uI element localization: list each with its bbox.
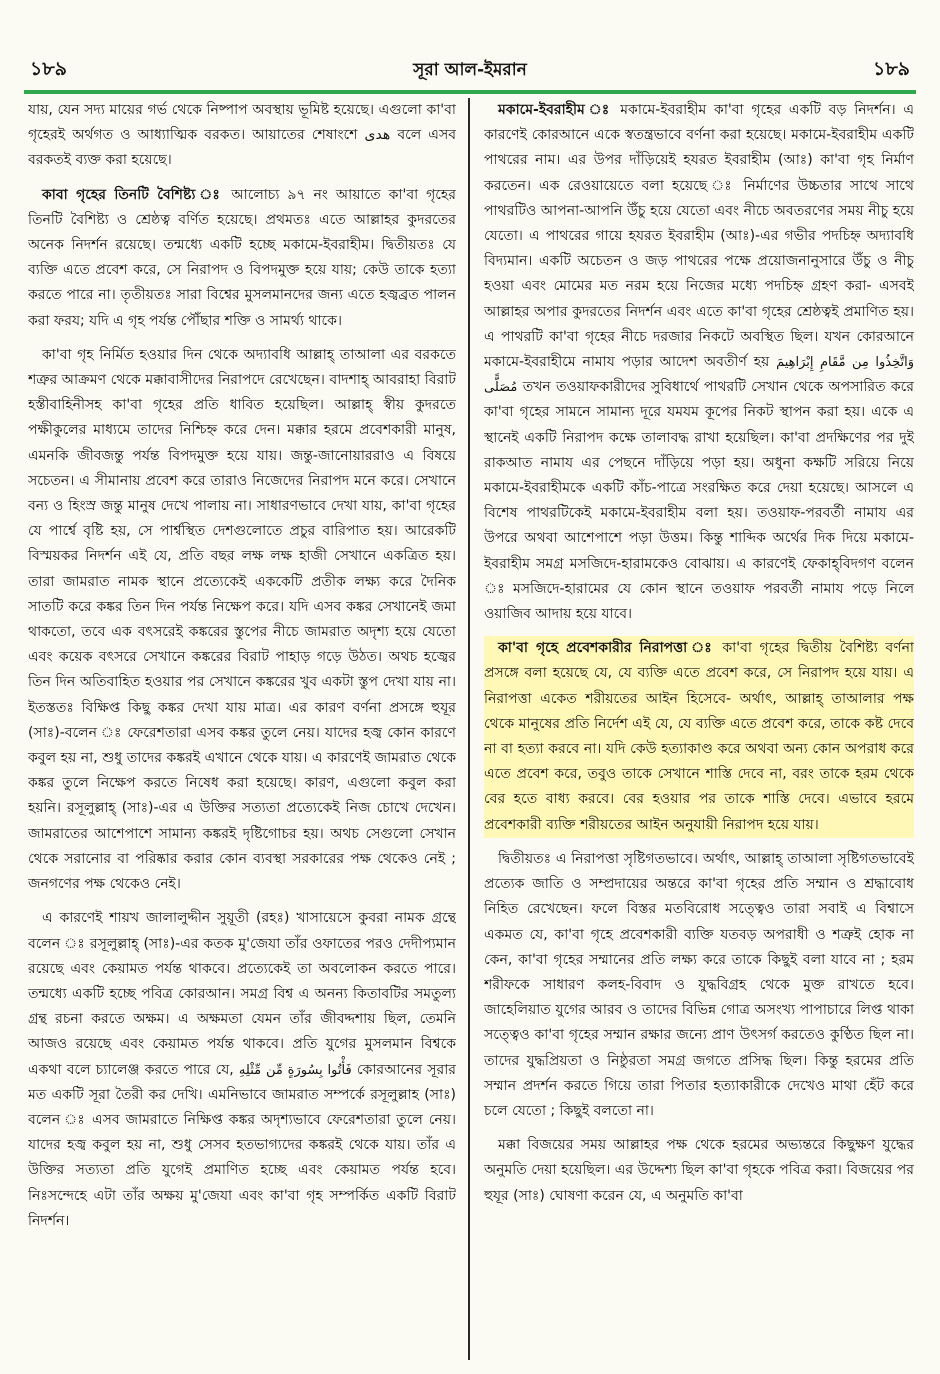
right-column bbox=[484, 98, 914, 1360]
paragraph: কা'বা গৃহ নির্মিত হওয়ার দিন থেকে অদ্যাবধি আল্লাহ্ তাআলা এর বরকতে শত্রুর আক্রমণ থেকে মক্কাবাসীদের নিরাপদে রেখেছেন। বাদশাহ্ আবরাহা বিরাট হস্তীবাহিনীসহ কা'বা গৃহের প্রতি ধাবিত হয়েছিল। আল্লাহ্ স্বীয় কুদরতে পক্ষীকুলের মাধ্যমে তাদের নিশ্চিহ্ন করে দেন। মক্কার হরমে প্রবেশকারী মানুষ, এমনকি জীবজন্তু পর্যন্ত বিপদমুক্ত হয়ে যায়। জন্তু-জানোয়াররাও এ বিষয়ে সচেতন। এ সীমানায় প্রবেশ করে তারাও নিজেদের নিরাপদ মনে করে। সেখানে বন্য ও হিংস্র জন্তু মানুষ দেখে পালায় না। সাধারণভাবে দেখা যায়, কা'বা গৃহের যে পার্শ্বে বৃষ্টি হয়, সে পার্শ্বস্থিত দেশগুলোতে প্রচুর বারিপাত হয়। আরেকটি বিস্ময়কর নিদর্শন এই যে, প্রতি বছর লক্ষ লক্ষ হাজী সেখানে একত্রিত হয়। তারা জামরাত নামক স্থানে প্রত্যেকেই এককেটি প্রতীক লক্ষ্য করে দৈনিক সাতটি করে কঙ্কর তিন দিন পর্যন্ত নিক্ষেপ করে। যদি এসব কঙ্কর সেখানেই জমা থাকতো, তবে এক বৎসরেই কঙ্করের স্তুপের নীচে জামরাত অদৃশ্য হয়ে যেতো এবং কয়েক বৎসরে সেখানে কঙ্করের বিরাট পাহাড় গড়ে উঠত। অথচ হজ্বের তিন দিন অতিবাহিত হওয়ার পর সেখানে কঙ্করের খুব একটা স্তুপ দেখা যায় না। ইতস্ততঃ বিক্ষিপ্ত কিছু কঙ্কর দেখা যায় মাত্র। এর কারণ বর্ণনা প্রসঙ্গে হুযূর (সাঃ)-বলেন ঃ ফেরেশতারা এসব কঙ্কর তুলে নেয়। যাদের হজ্ব কোন কারণে কবুল হয় না, শুধু তাদের কঙ্করই এখানে থেকে যায়। এ কারণেই জামরাত থেকে কঙ্কর তুলে নিক্ষেপ করতে নিষেধ করা হয়েছে। কারণ, এগুলো কবুল করা হয়নি। রসূলুল্লাহ্ (সাঃ)-এর এ উক্তির সত্যতা প্রত্যেকেই নিজ চোখে দেখেন। জামরাতের আশেপাশে সামান্য কঙ্করই দৃষ্টিগোচর হয়। অথচ সেগুলো সেখান থেকে সরানোর বা পরিষ্কার করার কোন ব্যবস্থা সরকারের পক্ষ থেকেও নেই ; জনগণের পক্ষ থেকেও নেই। bbox=[28, 346, 456, 893]
paragraph-text: এ কারণেই শায়খ জালালুদ্দীন সুয়ূতী (রহঃ) খাসায়েসে কুবরা নামক গ্রন্থে বলেন ঃ রসূলুল্লাহ্ (সাঃ)-এর কতক মু'জেযা তাঁর ওফাতের পরও দেদীপ্যমান রয়েছে এবং কেয়ামত পর্যন্ত থাকবে। প্রত্যেকেই তা অবলোকন করতে পারে। তন্মধ্যে একটি হচ্ছে পবিত্র কোরআন। সমগ্র বিশ্ব এ অনন্য কিতাবটির সমতুল্য গ্রন্থ রচনা করতে অক্ষম। এ অক্ষমতা যেমন তাঁর জীবদ্দশায় ছিল, তেমনি আজও রয়েছে এবং কেয়ামত পর্যন্ত থাকবে। প্রতি যুগের মুসলমান বিশ্বকে একথা বলে চ্যালেঞ্জ করতে পারে যে, bbox=[28, 910, 456, 1078]
section-heading: কা'বা গৃহে প্রবেশকারীর নিরাপত্তা ঃ bbox=[498, 640, 715, 657]
paragraph bbox=[484, 636, 914, 838]
header-rule bbox=[24, 90, 916, 94]
arabic-verse: وَاتَّخِذُوا مِن مَّقَامِ إِبْرَاهِيمَ مُصَلًّى bbox=[484, 355, 914, 396]
paragraph bbox=[28, 183, 456, 334]
section-heading: মকামে-ইবরাহীম ঃ bbox=[498, 102, 613, 118]
paragraph-text: কোরআনের সূরার মত একটি সূরা তৈরী কর দেখি। এমনিভাবে জামরাত সম্পর্কে রসূলুল্লাহ (সাঃ) বলেন ঃ এসব জামরাতে নিক্ষিপ্ত কঙ্কর অদৃশ্যভাবে ফেরেশতারা তুলে নেয়। যাদের হজ্ব কবুল হয় না, শুধু সেসব হতভাগ্যদের কঙ্করই থেকে যায়। তাঁর এ উক্তির সত্যতা প্রতি যুগেই প্রমাণিত হচ্ছে এবং কেয়ামত পর্যন্ত হবে। নিঃসন্দেহে এটা তাঁর অক্ষয় মু'জেযা এবং কা'বা গৃহ সম্পর্কিত একটি বিরাট নিদর্শন। bbox=[28, 1061, 456, 1229]
arabic-verse: فَأْتُوا بِسُورَةٍ مِّن مِّثْلِهِ bbox=[238, 1062, 352, 1078]
paragraph-text: আলোচ্য ৯৭ নং আয়াতে কা'বা গৃহের তিনটি বৈশিষ্ট্য ও শ্রেষ্ঠত্ব বর্ণিত হয়েছে। প্রথমতঃ এতে আল্লাহর কুদরতের অনেক নিদর্শন রয়েছে। তন্মধ্যে একটি হচ্ছে মকামে-ইবরাহীম। দ্বিতীয়তঃ যে ব্যক্তি এতে প্রবেশ করে, সে নিরাপদ ও বিপদমুক্ত হয়ে যায়; কেউ তাকে হত্যা করতে পারে না। তৃতীয়তঃ সারা বিশ্বের মুসলমানদের জন্য এতে হজ্বব্রত পালন করা ফরয; যদি এ গৃহ পর্যন্ত পৌঁছার শক্তি ও সামর্থ্য থাকে। bbox=[28, 186, 456, 329]
paragraph: মক্কা বিজয়ের সময় আল্লাহর পক্ষ থেকে হরমের অভ্যন্তরে কিছুক্ষণ যুদ্ধের অনুমতি দেয়া হয়েছিল। এর উদ্দেশ্য ছিল কা'বা গৃহকে পবিত্র করা। বিজয়ের পর হুযূর (সাঃ) ঘোষণা করেন যে, এ অনুমতি কা'বা bbox=[484, 1137, 914, 1204]
paragraph-text: তখন তওয়াফকারীদের সুবিধার্থে পাথরটি সেখান থেকে অপসারিত করে কা'বা গৃহের সামনে সামান্য দূরে যমযম কূপের নিকট স্থাপন করা হয়। একে এ স্থানেই একটি নিরাপদ কক্ষে তালাবদ্ধ রাখা হয়েছিল। কা'বা প্রদক্ষিণের পর দুই রাকআত নামায এর পেছনে দাঁড়িয়ে পড়া হয়। অধুনা কক্ষটি সরিয়ে নিয়ে মকামে-ইবরাহীমকে একটি কাঁচ-পাত্রে সংরক্ষিত করে দেয়া হয়েছে। আসলে এ বিশেষ পাথরটিকেই মকামে-ইবরাহীম বলা হয়। তওয়াফ-পরবর্তী নামায এর উপরে অথবা আশেপাশে পড়া উত্তম। কিন্তু শাব্দিক অর্থের দিক দিয়ে মকামে-ইবরাহীম সমগ্র মসজিদে-হারামকেও বোঝায়। এ কারণেই ফেকাহ্‌বিদগণ বলেন ঃ মসজিদে-হারামের যে কোন স্থানে তওয়াফ পরবর্তী নামায পড়ে নিলে ওয়াজিব আদায় হয়ে যাবে। bbox=[484, 379, 914, 623]
paragraph: যায়, যেন সদ্য মায়ের গর্ভ থেকে নিষ্পাপ অবস্থায় ভূমিষ্ট হয়েছে। এগুলো কা'বা গৃহেরই অর্থগত ও আধ্যাত্মিক বরকত। আয়াতের শেষাংশে هدى বলে এসব বরকতই ব্যক্ত করা হয়েছে। bbox=[28, 102, 456, 169]
section-heading: কাবা গৃহের তিনটি বৈশিষ্ট্য ঃ bbox=[42, 186, 224, 203]
paragraph bbox=[484, 98, 914, 627]
column-divider bbox=[468, 98, 470, 1360]
paragraph: দ্বিতীয়তঃ এ নিরাপত্তা সৃষ্টিগতভাবে। অর্থাৎ, আল্লাহ্ তাআলা সৃষ্টিগতভাবেই প্রত্যেক জাতি ও সম্প্রদায়ের অন্তরে কা'বা গৃহের প্রতি সম্মান ও শ্রদ্ধাবোধ নিহিত রেখেছেন। ফলে বিস্তর মতবিরোধ সত্ত্বেও তারা সবাই এ বিশ্বাসে একমত যে, কা'বা গৃহে প্রবেশকারী ব্যক্তি যতবড় অপরাধী ও শত্রুই হোক না কেন, কা'বা গৃহের সম্মানের প্রতি লক্ষ্য করে তাকে কিছুই বলা যাবে না ; হরম শরীফকে সাধারণ কলহ-বিবাদ ও যুদ্ধবিগ্রহ থেকে মুক্ত রাখতে হবে। জাহেলিয়াত যুগের আরব ও তাদের বিভিন্ন গোত্র অসংখ্য পাপাচারে লিপ্ত থাকা সত্ত্বেও কা'বা গৃহের সম্মান রক্ষার জন্যে প্রাণ উৎসর্গ করতেও কুণ্ঠিত ছিল না। তাদের যুদ্ধপ্রিয়তা ও নিষ্ঠুরতা সমগ্র জগতে প্রসিদ্ধ ছিল। কিন্তু হরমের প্রতি সম্মান প্রদর্শন করতে গিয়ে তারা পিতার হত্যাকারীকে দেখেও মাথা হেঁট করে চলে যেতো ; কিছুই বলতো না। bbox=[484, 850, 914, 1119]
paragraph-text: মকামে-ইবরাহীম কা'বা গৃহের একটি বড় নিদর্শন। এ কারণেই কোরআনে একে স্বতন্ত্রভাবে বর্ণনা করা হয়েছে। মকামে-ইবরাহীম একটি পাথরের নাম। এর উপর দাঁড়িয়েই হযরত ইবরাহীম (আঃ) কা'বা গৃহ নির্মাণ করতেন। এক রেওয়ায়েতে বলা হয়েছে ঃ নির্মাণের উচ্চতার সাথে সাথে পাথরটিও আপনা-আপনি উঁচু হয়ে যেতো এবং নীচে অবতরণের সময় নীচু হয়ে যেতো। এ পাথরের গায়ে হযরত ইবরাহীম (আঃ)-এর গভীর পদচিহ্ন অদ্যাবধি বিদ্যমান। একটি অচেতন ও জড় পাথরের পক্ষে প্রয়োজনানুসারে উঁচু ও নীচু হওয়া এবং মোমের মত নরম হয়ে নিজের মধ্যে পদচিহ্ন গ্রহণ করা- এসবই আল্লাহর অপার কুদরতের নিদর্শন এবং এতে কা'বা গৃহের শ্রেষ্ঠত্বই প্রমাণিত হয়। এ পাথরটি কা'বা গৃহের নীচে দরজার নিকটে অবস্থিত ছিল। যখন কোরআনে মকামে-ইবরাহীমে নামায পড়ার আদেশ অবতীর্ণ হয় bbox=[484, 102, 914, 371]
paragraph-text: কা'বা গৃহের দ্বিতীয় বৈশিষ্ট্য বর্ণনা প্রসঙ্গে বলা হয়েছে যে, যে ব্যক্তি এতে প্রবেশ করে, সে নিরাপদ হয়ে যায়। এ নিরাপত্তা একেত শরীয়তের আইন হিসেবে- অর্থাৎ, আল্লাহ্ তাআলার পক্ষ থেকে মানুষের প্রতি নির্দেশ এই যে, যে ব্যক্তি এতে প্রবেশ করে, তাকে কষ্ট দেবে না বা হত্যা করবে না। যদি কেউ হত্যাকাণ্ড করে অথবা অন্য কোন অপরাধ করে এতে প্রবেশ করে, তবুও তাকে সেখানে শাস্তি দেবে না, বরং তাকে হরম থেকে বের হতে বাধ্য করবে। বের হওয়ার পর তাকে শাস্তি দেবে। এভাবে হরমে প্রবেশকারী ব্যক্তি শরীয়তের আইন অনুযায়ী নিরাপদ হয়ে যায়। bbox=[484, 640, 914, 833]
page-header bbox=[30, 56, 910, 86]
right-page-number: ১৮৯ bbox=[872, 58, 910, 80]
paragraph bbox=[28, 906, 456, 1234]
left-page-number: ১৮৯ bbox=[30, 58, 67, 80]
left-column bbox=[28, 98, 456, 1360]
running-title: সূরা আল-ইমরান bbox=[413, 60, 527, 80]
